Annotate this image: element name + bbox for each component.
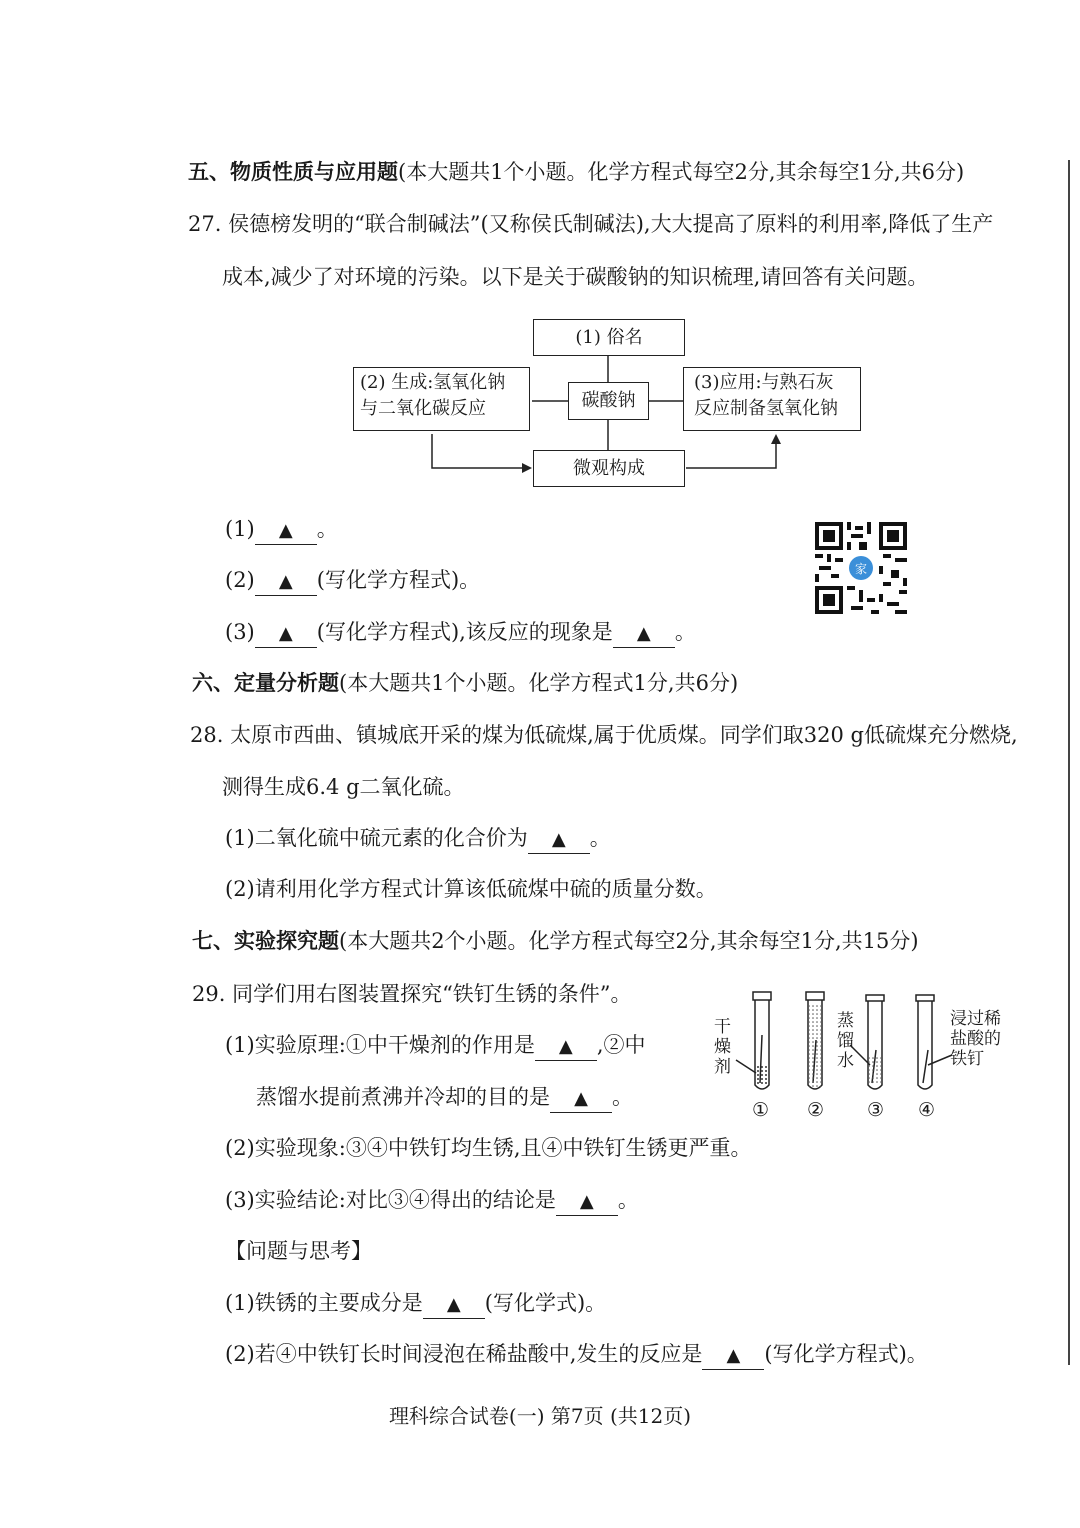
section7-heading: 七、实验探究题(本大题共2个小题。化学方程式每空2分,其余每空1分,共15分)	[192, 928, 919, 953]
q27-answer-1: (1) ▲ 。	[225, 514, 338, 545]
diagram-bottom-box: 微观构成	[533, 450, 685, 487]
q29-think-2: (2)若④中铁钉长时间浸泡在稀盐酸中,发生的反应是 ▲ (写化学方程式)。	[225, 1339, 928, 1370]
q29-conclusion: (3)实验结论:对比③④得出的结论是 ▲ 。	[225, 1185, 639, 1216]
diagram-right-box: (3)应用:与熟石灰 反应制备氢氧化钠	[683, 367, 861, 431]
q29-phenomenon: (2)实验现象:③④中铁钉均生锈,且④中铁钉生锈更严重。	[225, 1136, 752, 1160]
diagram-top-box: (1) 俗名	[533, 319, 685, 356]
qr-code-icon	[815, 522, 907, 614]
q29-line1: 29. 同学们用右图装置探究“铁钉生锈的条件”。	[192, 982, 632, 1006]
section5-heading: 五、物质性质与应用题(本大题共1个小题。化学方程式每空2分,其余每空1分,共6分)	[188, 159, 965, 184]
q29-principle-1: (1)实验原理:①中干燥剂的作用是 ▲ ,②中	[225, 1030, 646, 1061]
answer-blank[interactable]: ▲	[528, 825, 590, 854]
label-distilled-water: 蒸馏水	[837, 1011, 854, 1071]
q29-principle-2: 蒸馏水提前煮沸并冷却的目的是 ▲ 。	[256, 1082, 633, 1113]
answer-blank[interactable]: ▲	[556, 1187, 618, 1216]
q28-line1: 28. 太原市西曲、镇城底开采的煤为低硫煤,属于优质煤。同学们取320 g低硫煤充分燃烧,	[190, 723, 1018, 747]
q29-think-1: (1)铁锈的主要成分是 ▲ (写化学式)。	[225, 1288, 606, 1319]
answer-blank[interactable]: ▲	[613, 619, 675, 648]
answer-blank[interactable]: ▲	[702, 1341, 764, 1370]
right-margin-line	[1068, 160, 1070, 1365]
answer-blank[interactable]: ▲	[255, 516, 317, 545]
answer-blank[interactable]: ▲	[535, 1032, 597, 1061]
page-footer: 理科综合试卷(一) 第7页 (共12页)	[388, 1404, 692, 1428]
tube-number-3: ③	[867, 1099, 885, 1121]
q28-line2: 测得生成6.4 g二氧化硫。	[222, 775, 465, 799]
section6-heading: 六、定量分析题(本大题共1个小题。化学方程式1分,共6分)	[192, 670, 739, 695]
q27-line2: 成本,减少了对环境的污染。以下是关于碳酸钠的知识梳理,请回答有关问题。	[222, 265, 929, 289]
q27-answer-2: (2) ▲ (写化学方程式)。	[225, 565, 480, 596]
q28-answer-2: (2)请利用化学方程式计算该低硫煤中硫的质量分数。	[225, 877, 717, 901]
answer-blank[interactable]: ▲	[255, 567, 317, 596]
answer-blank[interactable]: ▲	[255, 619, 317, 648]
q29-think-heading: 【问题与思考】	[225, 1239, 372, 1263]
tube-number-2: ②	[807, 1099, 825, 1121]
q28-answer-1: (1)二氧化硫中硫元素的化合价为 ▲ 。	[225, 823, 611, 854]
label-desiccant: 干燥剂	[714, 1017, 731, 1077]
diagram-left-box: (2) 生成:氢氧化钠 与二氧化碳反应	[353, 367, 530, 431]
q27-line1: 27. 侯德榜发明的“联合制碱法”(又称侯氏制碱法),大大提高了原料的利用率,降低了生产	[188, 212, 994, 236]
diagram-center-box: 碳酸钠	[568, 382, 649, 420]
label-hcl-nail: 浸过稀 盐酸的 铁钉	[950, 1009, 1001, 1069]
answer-blank[interactable]: ▲	[550, 1084, 612, 1113]
tube-number-1: ①	[752, 1099, 770, 1121]
svg-text:家: 家	[854, 562, 868, 577]
answer-blank[interactable]: ▲	[423, 1290, 485, 1319]
test-tube-figure	[700, 985, 1030, 1125]
q27-answer-3: (3) ▲ (写化学方程式),该反应的现象是 ▲ 。	[225, 617, 696, 648]
tube-number-4: ④	[918, 1099, 936, 1121]
